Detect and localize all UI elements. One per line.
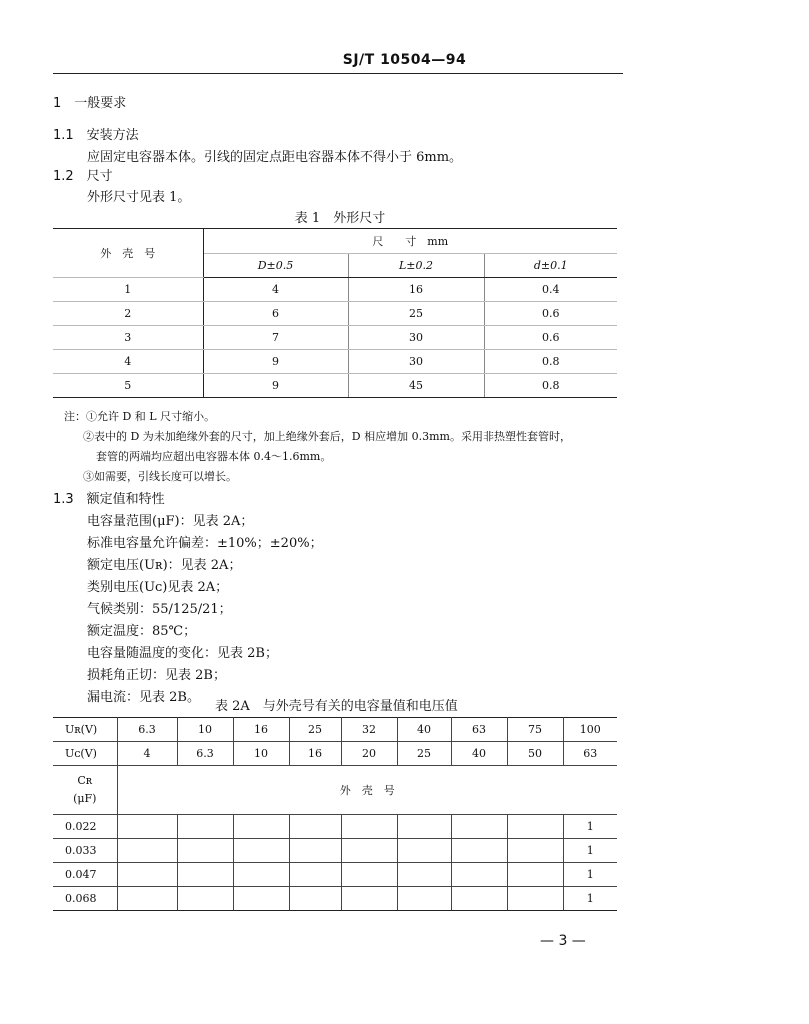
table-row [53, 350, 617, 374]
table-cell: 45 [348, 374, 484, 398]
rating-rated-voltage: 额定电压(Uʀ)：见表 2A； [87, 558, 242, 573]
table-cell [117, 863, 177, 887]
page-number: — 3 — [540, 933, 586, 949]
table-row [53, 815, 617, 839]
table-cell: 25 [348, 302, 484, 326]
table-cell: 16 [348, 278, 484, 302]
table-cell: 0.8 [484, 350, 617, 374]
table-cell [233, 839, 289, 863]
table-cell: 63 [451, 718, 507, 742]
table-cell [507, 815, 563, 839]
case-number-header: 外 壳 号 [117, 766, 617, 815]
table-row [53, 839, 617, 863]
table-cell [177, 887, 233, 911]
rating-capacitance-range: 电容量范围(μF)：见表 2A； [87, 514, 254, 529]
table-1-dimensions [53, 228, 617, 398]
section-1-2-body: 外形尺寸见表 1。 [87, 190, 191, 205]
table-cell: 9 [203, 374, 348, 398]
table-cell [233, 887, 289, 911]
table-cell [177, 863, 233, 887]
table-cell: 25 [289, 718, 341, 742]
table-cell: 6.3 [177, 742, 233, 766]
table-cell [289, 887, 341, 911]
table-cell: 20 [341, 742, 397, 766]
table-row [53, 326, 617, 350]
cap-value: 0.068 [53, 887, 117, 911]
table-cell: 1 [563, 839, 617, 863]
table-1-sub-L: L±0.2 [348, 254, 484, 278]
table-cell [341, 815, 397, 839]
table-cell [397, 815, 451, 839]
table-cell: 63 [563, 742, 617, 766]
table-1-sub-d: d±0.1 [484, 254, 617, 278]
table-cell: 75 [507, 718, 563, 742]
cr-header-cell [53, 766, 117, 815]
table-cell: 30 [348, 350, 484, 374]
table-row-ur [53, 718, 617, 742]
table-cell [451, 839, 507, 863]
table-1-note-2-cont: 套管的两端均应超出电容器本体 0.4～1.6mm。 [96, 450, 332, 463]
table-cell: 40 [397, 718, 451, 742]
table-cell: 50 [507, 742, 563, 766]
table-cell [233, 815, 289, 839]
table-cell [397, 839, 451, 863]
table-row-uc [53, 742, 617, 766]
table-cell [507, 863, 563, 887]
table-cell: 4 [53, 350, 203, 374]
table-cell: 4 [203, 278, 348, 302]
table-1-note-1: 注：①允许 D 和 L 尺寸缩小。 [64, 410, 216, 423]
table-cell: 32 [341, 718, 397, 742]
table-cell: 40 [451, 742, 507, 766]
document-header: SJ/T 10504—94 [342, 52, 467, 68]
rating-capacitance-temp: 电容量随温度的变化：见表 2B； [87, 646, 278, 661]
table-cell: 30 [348, 326, 484, 350]
table-cell: 0.6 [484, 302, 617, 326]
table-cell [451, 863, 507, 887]
table-1-sub-D: D±0.5 [203, 254, 348, 278]
table-cell [397, 863, 451, 887]
rating-tolerance: 标准电容量允许偏差：±10%；±20%； [87, 536, 323, 551]
section-1-1-title: 1.1 安装方法 [53, 128, 139, 143]
table-cell: 0.8 [484, 374, 617, 398]
table-cell [289, 815, 341, 839]
table-cell: 0.6 [484, 326, 617, 350]
table-cell [341, 887, 397, 911]
table-1-dim-header: 尺 寸 mm [203, 229, 617, 254]
rating-climatic-category: 气候类别：55/125/21； [87, 602, 232, 617]
table-cell: 0.4 [484, 278, 617, 302]
table-cell: 9 [203, 350, 348, 374]
table-cell: 5 [53, 374, 203, 398]
cr-unit: (μF) [73, 792, 97, 805]
table-1-case-header: 外 壳 号 [53, 229, 203, 278]
table-cell: 1 [53, 278, 203, 302]
table-cell: 1 [563, 863, 617, 887]
section-1-title: 1 一般要求 [53, 96, 127, 111]
table-cell: 16 [289, 742, 341, 766]
table-cell [177, 815, 233, 839]
table-cell: 6.3 [117, 718, 177, 742]
table-cell: 1 [563, 815, 617, 839]
table-row [53, 302, 617, 326]
table-2a-capacitance-voltage [53, 717, 617, 911]
table-cell [289, 839, 341, 863]
rating-tan-delta: 损耗角正切：见表 2B； [87, 668, 226, 683]
table-cell: 1 [563, 887, 617, 911]
table-row-cr-header [53, 766, 617, 815]
table-cell [233, 863, 289, 887]
section-1-2-title: 1.2 尺寸 [53, 169, 113, 184]
cr-label: Cʀ [77, 774, 93, 787]
table-row [53, 278, 617, 302]
table-cell [397, 887, 451, 911]
table-cell: 10 [233, 742, 289, 766]
table-row [53, 374, 617, 398]
table-1-title: 表 1 外形尺寸 [294, 211, 386, 226]
table-cell: 7 [203, 326, 348, 350]
table-cell: 2 [53, 302, 203, 326]
rating-category-voltage: 类别电压(Uᴄ)见表 2A； [87, 580, 229, 595]
table-cell: 6 [203, 302, 348, 326]
table-cell [341, 839, 397, 863]
rating-leakage-current: 漏电流：见表 2B。 [87, 690, 200, 705]
table-cell [451, 815, 507, 839]
table-cell [341, 863, 397, 887]
table-cell: 25 [397, 742, 451, 766]
table-cell [507, 887, 563, 911]
table-cell [117, 815, 177, 839]
table-cell [451, 887, 507, 911]
table-cell: 16 [233, 718, 289, 742]
header-rule [53, 73, 623, 74]
table-cell: 10 [177, 718, 233, 742]
section-1-1-body: 应固定电容器本体。引线的固定点距电容器本体不得小于 6mm。 [87, 150, 463, 165]
cap-value: 0.047 [53, 863, 117, 887]
table-cell [289, 863, 341, 887]
table-cell: 100 [563, 718, 617, 742]
table-cell: 3 [53, 326, 203, 350]
table-row [53, 863, 617, 887]
section-1-3-title: 1.3 额定值和特性 [53, 492, 165, 507]
table-cell [507, 839, 563, 863]
table-cell [177, 839, 233, 863]
table-1-note-3: ③如需要，引线长度可以增长。 [83, 470, 237, 483]
table-cell [117, 887, 177, 911]
rating-temperature: 额定温度：85℃； [87, 624, 197, 639]
ur-label: Uʀ(V) [53, 718, 117, 742]
table-cell [117, 839, 177, 863]
table-1-note-2: ②表中的 D 为未加绝缘外套的尺寸，加上绝缘外套后，D 相应增加 0.3mm。采用非热塑性套管时， [83, 430, 571, 443]
table-2a-title: 表 2A 与外壳号有关的电容量值和电压值 [215, 699, 458, 714]
uc-label: Uᴄ(V) [53, 742, 117, 766]
cap-value: 0.022 [53, 815, 117, 839]
cap-value: 0.033 [53, 839, 117, 863]
table-row [53, 887, 617, 911]
table-cell: 4 [117, 742, 177, 766]
